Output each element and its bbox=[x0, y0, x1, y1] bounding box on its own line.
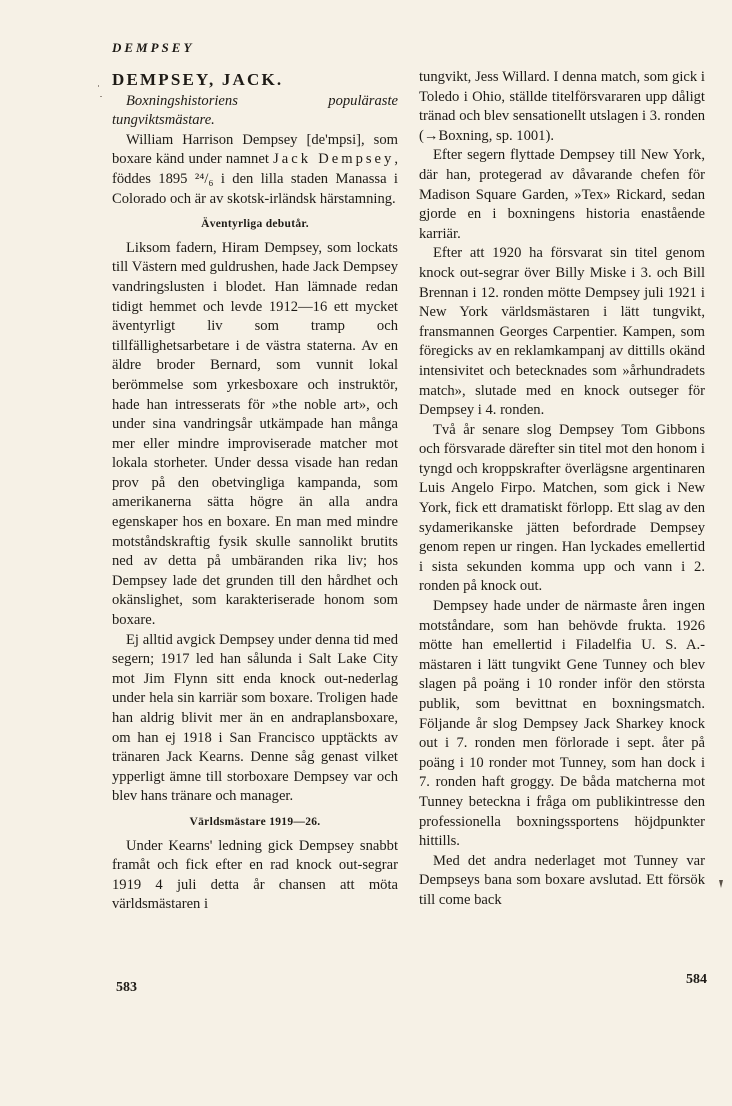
intro-spaced-name: Jack Dempsey bbox=[273, 151, 395, 168]
paragraph-4: Efter segern flyttade Dempsey till New York, där han, protegerad av dåvarande chefen för Madison Square Garden, »Tex» Rickard, sedan gjorde en i boxningens historia enastående karriär. bbox=[419, 147, 705, 242]
paragraph-7: Dempsey hade under de närmaste åren ingen motståndare, som han behövde frukta. 1926 mötte han emellertid i Filadelfia U. S. A.-mästaren i lätt tungvikt Gene Tunney och blev slagen på poäng i 10 ronder inför den största publik, som bevittnat en boxningsmatch. Följande år slog Dempsey Jack Sharkey knock out i 7. ronden men förlorade i sept. åter på poäng i 10 ronder mot Tunney, som han dock i 7. ronden haft groggy. De båda matcherna mot Tunney beteckna i fråga om publikintresse den professionella boxningssportens höjdpunkter hittills. bbox=[419, 598, 705, 850]
paragraph-8: Med det andra nederlaget mot Tunney var Dempseys bana som boxare avslutad. Ett försök till come back bbox=[419, 852, 705, 908]
entry-title: DEMPSEY, JACK. bbox=[112, 70, 284, 89]
entry-subtitle: Boxningshistoriens populäraste tungviktsmästare. bbox=[112, 92, 398, 129]
right-margin-mark bbox=[719, 880, 723, 888]
paragraph-1: Liksom fadern, Hiram Dempsey, som lockats till Västern med guldrushen, hade Jack Dempsey vandringslusten i blodet. Han lämnade redan tidigt hemmet och levde 1912—16 ett mycket äventyrligt liv som tramp och tillfällighetsarbetare i de västra staterna. Av en äldre broder Bernard, som vunnit lokal berömmelse som yrkesboxare och instruktör, hade han intresserats för »the noble art», och under sina vandringsår utkämpade han många mer eller mindre improviserade matcher mot lokala storheter. Under dessa visade han redan prov på den obetvingliga kampanda, som amerikanerna sätta högre än alla andra egenskaper hos en boxare. En man med mindre motståndskraftig fysik skulle sannolikt brutits ned av detta på umbäranden rika liv; hos Dempsey lade det grunden till den hårdhet och okänslighet, som karakteriserade honom som boxare. bbox=[112, 239, 398, 629]
section-heading-adventures: Äventyrliga debutår. bbox=[201, 218, 309, 231]
paragraph-3-continued: tungvikt, Jess Willard. I denna match, som gick i Toledo i Ohio, ställde titelförsvararen upp dåligt tränad och blev sensationellt utslagen i 3. ronden (→Boxning, sp. 1001). bbox=[419, 69, 705, 144]
section-heading-champion: Världsmästare 1919—26. bbox=[189, 815, 321, 828]
paragraph-3: Under Kearns' ledning gick Dempsey snabbt framåt och fick efter en rad knock out-segrar 1919 4 juli detta år chansen att möta världsmästaren i bbox=[112, 837, 398, 913]
running-head: DEMPSEY bbox=[112, 40, 195, 55]
paragraph-6: Två år senare slog Dempsey Tom Gibbons och försvarade därefter sin titel mot den honom i tyngd och kroppskrafter överlägsne argentinaren Luis Angelo Firpo. Matchen, som gick i New York, fick ett dramatiskt förlopp. Ett slag av den sydamerikanske jätten befordrade Dempsey genom repen ur ringen. Han lyckades emellertid i sista sekunden komma upp och vann i 2. ronden på knock out. bbox=[419, 421, 705, 595]
page-number-left: 583 bbox=[116, 980, 137, 995]
paragraph-2: Ej alltid avgick Dempsey under denna tid med segern; 1917 led han sålunda i Salt Lake City mot Jim Flynn sitt enda knock out-nederlag under hela sin karriär som boxare. Troligen hade han aldrig blivit mer än en andraplansboxare, om han ej 1918 i San Francisco upptäckts av tränaren Jack Kearns. Denne såg genast vilket ypperligt ämne till storboxare Dempsey var och blev hans tränare och manager. bbox=[112, 631, 398, 805]
left-margin-speck bbox=[98, 56, 101, 97]
intro-text-b: , föddes 1895 ²⁴/₆ i den lilla staden Manassa i Colorado och är av skotsk-irländsk härstamning. bbox=[112, 151, 398, 207]
page-number-right: 584 bbox=[686, 972, 707, 987]
paragraph-5: Efter att 1920 ha försvarat sin titel genom knock out-segrar över Billy Miske i 3. och Bill Brennan i 12. ronden mötte Dempsey juli 1921 i New York världsmästaren i lätt tungvikt, fransmannen Georges Carpentier. Kampen, som föregicks av en reklamkampanj av dittills okänd intensivitet och betecknades som »århundradets match», slutade med en knock outseger för Dempsey i 4. ronden. bbox=[419, 245, 705, 419]
intro-text-a: William Harrison Dempsey [de'mpsi], som boxare känd under namnet bbox=[112, 131, 398, 168]
